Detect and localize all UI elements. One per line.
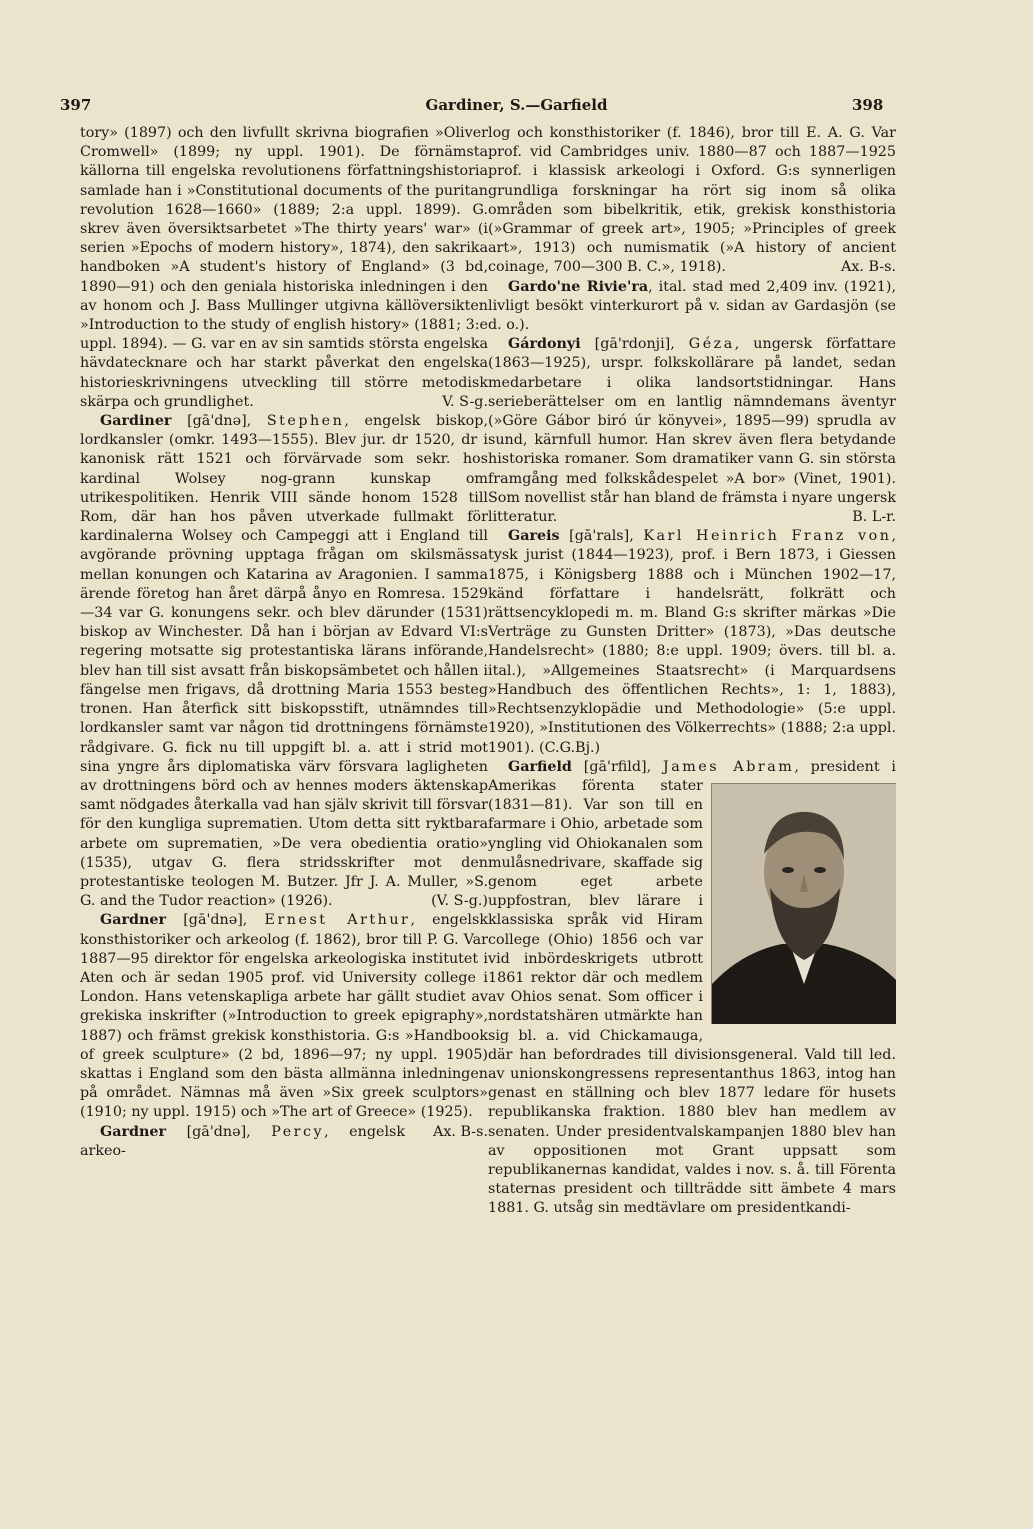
headword: Gardner [100,912,167,929]
pronunciation: [gā'dnə], [171,413,267,430]
entry-text: , tysk jurist (1844—1923), prof. i Bern 1873, i Giessen 1875, i Königsberg 1888 och i München 1902—17, känd författare i handelsrätt, folkrätt och rättsencyklopedi m. m. Bland G:s skrifter märkas »Die Verträge zu Gunsten Dritter» (1873), »Das deutsche Handelsrecht» (1880; 8:e uppl. 1909; övers. till bl. a. ital.), »Allgemeines Staatsrecht» (i Marquardsens »Handbuch des öffentlichen Rechts», 1: 1, 1883), »Rechtsenzyklopädie und Methodologie» (5:e uppl. 1920), »Institutionen des Völkerrechts» (1888; 2:a uppl. 1901). (C.G.Bj.) [488,528,896,756]
entry-text: log och konsthistoriker (f. 1846), bror till E. A. G. Var prof. vid Cambridges univ. 1880—87 och 1887—1925 prof. i klassisk arkeologi i Oxford. G:s synnerligen grundliga forskningar ha rört sig inom så olika områden som bibelkritik, etik, grekisk konsthistoria (»Grammar of greek art», 1905; »Principles of greek art», 1913) och numismatik (»A history of ancient coinage, 700—300 B. C.», 1918). [488,125,896,276]
headword: Gardiner [100,413,172,430]
entry-gardonyi [488,335,896,527]
entry-text: , ungersk författare (1863—1925), urspr. folkskollärare på landet, sedan medarbetare i olika landsortstidningar. Hans serieberättelser om en lantlig nämndemans äventyr (»Göre Gábor biró úr könyvei», 1895—99) sprudla av sund, kärnfull humor. Han skrev även flera betydande historiska romaner. Som dramatiker vann G. sin största framgång med folkskådespelet »A bor» (Vinet, 1901). Som novellist står han bland de främsta i nyare ungersk litteratur. [488,336,896,526]
pronunciation: [gā'dnə], [166,1123,272,1140]
pronunciation: [gā'dnə], [166,912,265,929]
headword: Gardner [100,1123,167,1140]
given-name: Géza [688,336,735,353]
portrait-icon [712,784,896,1024]
given-name: Percy [271,1123,325,1140]
author-signature: V. S-g. [442,393,488,410]
entry-text: , ital. stad med 2,409 inv. (1921), livligt besökt vinterkurort på v. sidan av Gardasjön (se d. o.). [488,278,896,334]
garfield-portrait-image [711,783,896,1024]
entry-continuation [80,124,488,412]
given-name: Ernest Arthur [264,912,411,929]
page-number-left: 397 [60,96,92,114]
headword: Gárdonyi [508,336,581,353]
right-column [488,124,896,1219]
author-signature: (V. S-g.) [431,893,488,910]
author-signature: Ax. B-s. [433,1123,488,1140]
author-signature: B. L-r. [852,509,896,526]
given-name: Stephen [266,413,345,430]
pronunciation: [gā'rals], [559,528,644,545]
entry-gardiner-stephen [80,412,488,911]
entry-text: , engelsk konsthistoriker och arkeolog (f. 1862), bror till P. G. Var 1887—95 direktor för engelska arkeologiska institutet i Aten och är sedan 1905 prof. vid University college i London. Hans vetenskapliga arbete har gällt studiet av grekiska inskrifter (»Introduction to greek epigraphy», 1887) och främst grekisk konsthistoria. G:s »Handbook of greek sculpture» (2 bd, 1896—97; ny uppl. 1905) skattas i England som den bästa allmänna inledningen på området. Nämnas må även »Six greek sculptors» (1910; ny uppl. 1915) och »The art of Greece» (1925). [80,912,488,1121]
entry-text: , engelsk arkeo- [80,1123,406,1159]
author-signature: Ax. B-s. [841,259,896,276]
given-name: Karl Heinrich Franz von [643,528,892,545]
entry-continuation [488,124,896,278]
headword: Gardo'ne Rivie'ra [508,278,649,295]
entry-gareis [488,527,896,757]
given-name: James Abram [662,758,795,775]
page-number-right: 398 [852,96,884,114]
pronunciation: [gā'rfild], [571,758,663,775]
running-head: Gardiner, S.—Garfield [425,96,608,114]
entry-garfield [488,758,896,1219]
entry-gardone-riviera [488,278,896,336]
entry-text: , president i Amerikas förenta stater (1831—81). Var son till en farmare i Ohio, arbetade som yngling vid Ohiokanalen som mulåsnedrivare, skaffade sig genom eget arbete uppfostran, blev lärare i klassiska språk vid Hiram college (Ohio) 1856 och var vid inbördeskrigets utbrott 1861 rektor där och medlem av Ohios senat. Som officer i nordstatshären utmärkte han sig bl. a. vid Chickamauga, där han befordrades till divisionsgeneral. Vald till led. av unionskongressens representanthus 1863, intog han genast en ställning och blev 1877 ledare för husets republikanska fraktion. 1880 blev han medlem av senaten. Under presidentvalskampanjen 1880 blev han av oppositionen mot Grant uppsatt som republikanernas kandidat, valdes i nov. s. å. till Förenta staternas president och tillträdde sitt ämbete 4 mars 1881. G. utsåg sin medtävlare om presidentkandi- [488,758,896,1217]
headword: Gareis [508,528,560,545]
pronunciation: [gā'rdonji], [580,336,689,353]
left-column [80,124,488,1161]
entry-text: , engelsk biskop, lordkansler (omkr. 1493—1555). Blev jur. dr 1520, dr i kanonisk rätt 1521 och förvärvade som sekr. hos kardinal Wolsey nog-grann kunskap om utrikespolitiken. Henrik VIII sände honom 1528 till Rom, där han hos påven utverkade fullmakt för kardinalerna Wolsey och Campeggi att i England till avgörande prövning upptaga frågan om skilsmässa mellan konungen och Katarina av Aragonien. I samma ärende företog han året därpå ånyo en Romresa. 1529—34 var G. konungens sekr. och blev därunder (1531) biskop av Winchester. Då han i början av Edvard VI:s regering motsatte sig protestantiska lärans införande, blev han till sist avsatt från biskopsämbetet och hållen i fängelse men frigavs, då drottning Maria 1553 besteg tronen. Han återfick sitt biskopsstift, utnämndes till lordkansler samt var någon tid drottningens förnämste rådgivare. G. fick nu till uppgift bl. a. att i strid mot sina yngre års diplomatiska värv försvara lagligheten av drottningens börd och av hennes moders äktenskap samt nödgades återkalla vad han själv skrivit till försvar för den kungliga suprematien. Utom detta sitt ryktbara arbete om suprematien, »De vera obedientia oratio» (1535), utgav G. flera stridsskrifter mot den protestantiske teologen M. Butzer. Jfr J. A. Muller, »S. G. and the Tudor reaction» (1926). [80,413,488,910]
entry-text: tory» (1897) och den livfullt skrivna biografien »Oliver Cromwell» (1899; ny uppl. 1901). De förnämsta källorna till engelska revolutionens författningshistoria samlade han i »Constitutional documents of the puritan revolution 1628—1660» (1889; 2:a uppl. 1899). G. skrev även översiktsarbetet »The thirty years' war» (i serien »Epochs of modern history», 1874), den sakrika handboken »A student's history of England» (3 bd, 1890—91) och den geniala historiska inledningen i den av honom och J. Bass Mullinger utgivna källöversikten »Introduction to the study of english history» (1881; 3:e uppl. 1894). — G. var en av sin samtids största engelska hävdatecknare och har starkt påverkat den engelska historieskrivningens utveckling till större metodisk skärpa och grundlighet. [80,125,488,410]
headword: Garfield [508,758,572,775]
